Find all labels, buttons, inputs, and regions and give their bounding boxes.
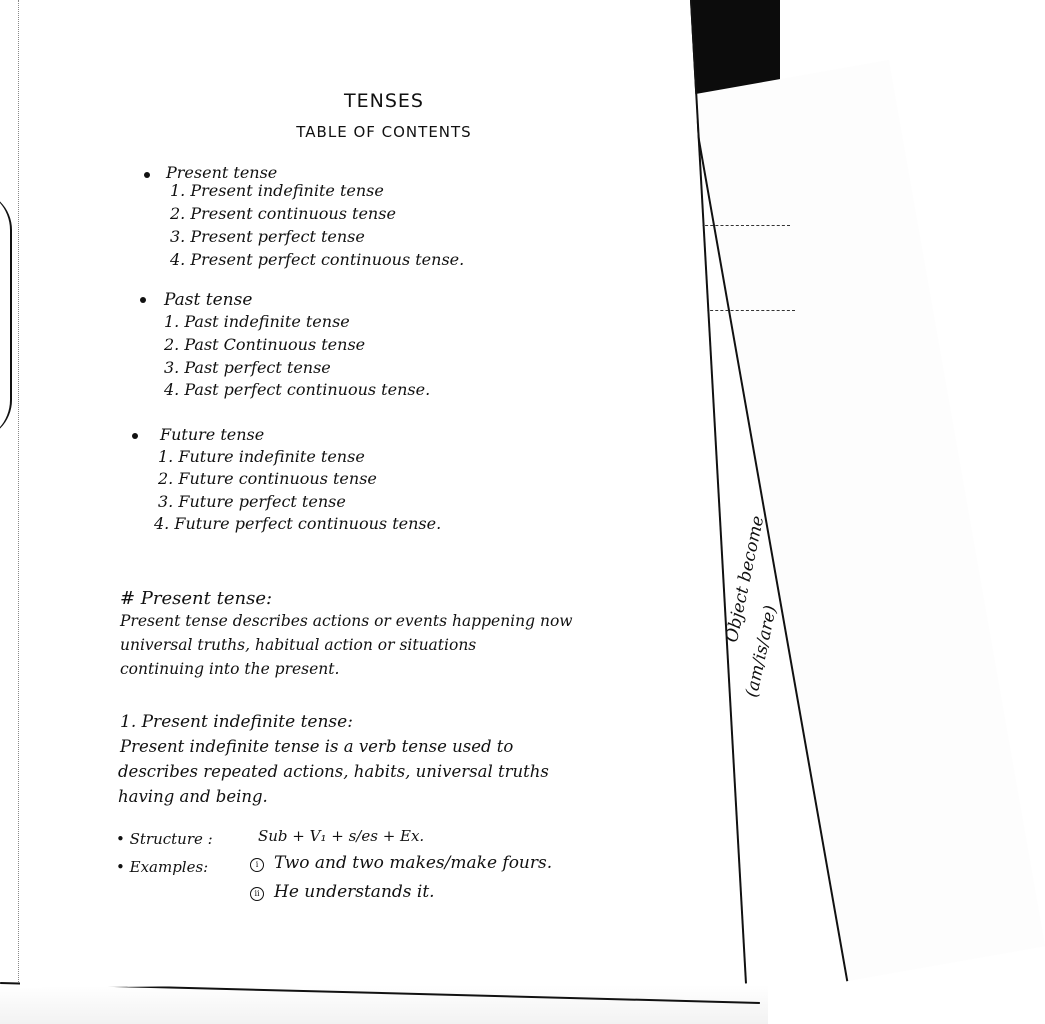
desk-surface — [0, 985, 768, 1024]
example-item — [250, 853, 552, 873]
sub-body-line: having and being. — [118, 787, 268, 806]
background-side-text: Object become — [722, 514, 769, 645]
section-body-line: universal truths, habitual action or situations — [120, 636, 477, 654]
bullet-icon — [140, 297, 146, 303]
page-subtitle: TABLE OF CONTENTS — [296, 123, 472, 141]
toc-heading-present: Present tense — [166, 163, 278, 182]
toc-item: 4. Past perfect continuous tense. — [164, 380, 431, 399]
example-number: ii — [250, 887, 264, 901]
structure-label: • Structure : — [116, 830, 213, 848]
toc-item: 4. Future perfect continuous tense. — [154, 514, 442, 533]
background-side-text: (am/is/are) — [742, 603, 781, 700]
toc-item: 1. Future indefinite tense — [158, 447, 365, 466]
toc-item: 2. Present continuous tense — [170, 204, 396, 223]
example-number: i — [250, 858, 264, 872]
toc-item: 1. Present indefinite tense — [170, 181, 384, 200]
examples-label: • Examples: — [116, 858, 209, 876]
page-title: TENSES — [344, 90, 424, 112]
sub-body-line: Present indefinite tense is a verb tense used to — [120, 737, 514, 756]
example-text: Two and two makes/make fours. — [274, 853, 553, 873]
background-dash-line — [700, 225, 790, 226]
bullet-icon — [132, 433, 138, 439]
toc-heading-past: Past tense — [164, 290, 253, 310]
example-item — [250, 882, 435, 902]
section-body-line: Present tense describes actions or events happening now — [120, 612, 573, 630]
toc-item: 3. Past perfect tense — [164, 358, 331, 377]
sub-body-line: describes repeated actions, habits, universal truths — [118, 762, 549, 781]
background-dash-line — [705, 310, 795, 311]
toc-item: 2. Past Continuous tense — [164, 335, 366, 354]
toc-item: 3. Present perfect tense — [170, 227, 365, 246]
section-body-line: continuing into the present. — [120, 660, 340, 678]
sub-heading: 1. Present indefinite tense: — [120, 712, 353, 732]
example-text: He understands it. — [274, 882, 435, 902]
background-sheet — [690, 60, 1045, 981]
section-heading: # Present tense: — [120, 588, 273, 609]
toc-heading-future: Future tense — [160, 425, 265, 444]
structure-formula: Sub + V₁ + s/es + Ex. — [258, 827, 425, 845]
bullet-icon — [144, 172, 150, 178]
notebook-binding-edge — [0, 0, 19, 1024]
toc-item: 2. Future continuous tense — [158, 469, 377, 488]
toc-item: 1. Past indefinite tense — [164, 312, 350, 331]
notebook-binding-curve — [0, 190, 12, 440]
toc-item: 4. Present perfect continuous tense. — [170, 250, 465, 269]
toc-item: 3. Future perfect tense — [158, 492, 346, 511]
